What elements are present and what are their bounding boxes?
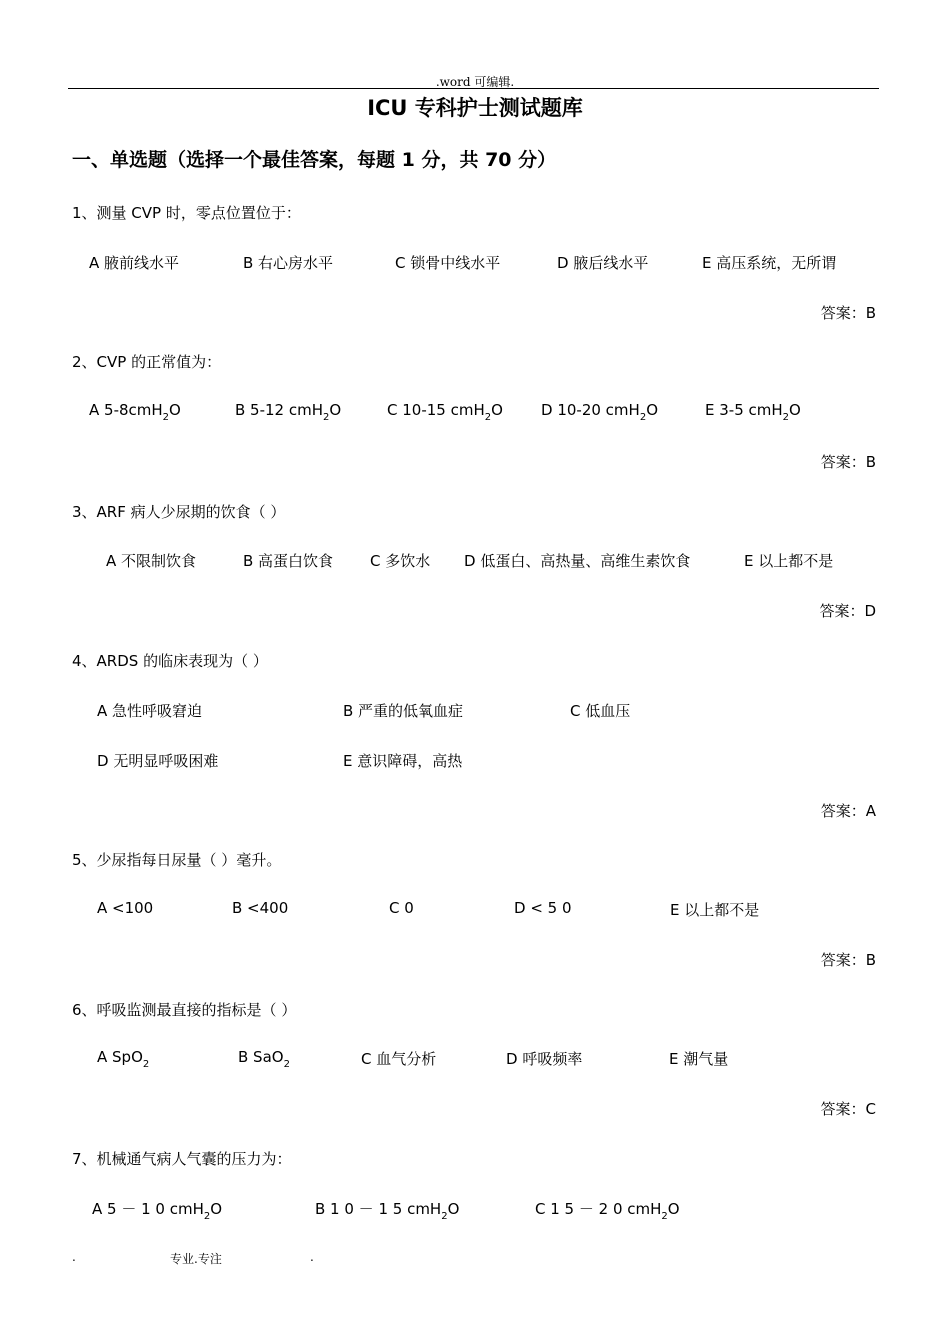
footer-left-dot: . bbox=[72, 1250, 76, 1264]
question-2-option-b: B 5-12 cmH$_2$O bbox=[235, 401, 342, 423]
question-2-option-e: E 3-5 cmH$_2$O bbox=[705, 401, 801, 423]
question-4-option-d: D 无明显呼吸困难 bbox=[97, 752, 219, 770]
question-7-stem: 7、机械通气病人气囊的压力为： bbox=[72, 1150, 292, 1168]
question-1-option-d: D 腋后线水平 bbox=[557, 254, 649, 272]
question-4-option-b: B 严重的低氧血症 bbox=[343, 702, 464, 720]
section-heading: 一、单选题（选择一个最佳答案，每题 1 分，共 70 分） bbox=[72, 149, 557, 171]
question-6-option-a: A SpO$_2$ bbox=[97, 1048, 150, 1070]
question-5-answer: 答案：B bbox=[820, 951, 876, 969]
question-5-option-e: E 以上都不是 bbox=[670, 901, 760, 919]
question-1-option-e: E 高压系统，无所谓 bbox=[702, 254, 837, 272]
question-4-option-c: C 低血压 bbox=[570, 702, 631, 720]
question-1-stem: 1、测量 CVP 时，零点位置位于： bbox=[72, 204, 301, 222]
question-6-stem: 6、呼吸监测最直接的指标是（ ） bbox=[72, 1001, 297, 1019]
question-7-option-c: C 1 5 － 2 0 cmH$_2$O bbox=[535, 1200, 680, 1222]
question-4-stem: 4、ARDS 的临床表现为（ ） bbox=[72, 652, 268, 670]
question-1-option-b: B 右心房水平 bbox=[243, 254, 334, 272]
question-5-option-d: D < 5 0 bbox=[514, 899, 572, 917]
question-3-option-d: D 低蛋白、高热量、高维生素饮食 bbox=[464, 552, 691, 570]
question-7-option-a: A 5 － 1 0 cmH$_2$O bbox=[92, 1200, 223, 1222]
question-3-option-e: E 以上都不是 bbox=[744, 552, 834, 570]
page-title: ICU 专科护士测试题库 bbox=[367, 96, 583, 120]
question-3-option-c: C 多饮水 bbox=[370, 552, 431, 570]
question-4-option-a: A 急性呼吸窘迫 bbox=[97, 702, 203, 720]
question-1-answer: 答案：B bbox=[820, 304, 876, 322]
question-2-option-d: D 10-20 cmH$_2$O bbox=[541, 401, 658, 423]
question-6-option-e: E 潮气量 bbox=[669, 1050, 729, 1068]
question-2-option-c: C 10-15 cmH$_2$O bbox=[387, 401, 503, 423]
question-6-option-d: D 呼吸频率 bbox=[506, 1050, 583, 1068]
question-6-option-c: C 血气分析 bbox=[361, 1050, 437, 1068]
footer-right-dot: . bbox=[310, 1250, 314, 1264]
footer-text: 专业.专注 bbox=[170, 1252, 222, 1266]
page-header: .word 可编辑. bbox=[435, 75, 515, 89]
question-1-option-a: A 腋前线水平 bbox=[89, 254, 180, 272]
question-4-answer: 答案：A bbox=[820, 802, 876, 820]
question-3-answer: 答案：D bbox=[819, 602, 876, 620]
question-7-option-b: B 1 0 － 1 5 cmH$_2$O bbox=[315, 1200, 460, 1222]
question-5-option-a: A <100 bbox=[97, 899, 154, 917]
question-5-stem: 5、少尿指每日尿量（ ）毫升。 bbox=[72, 851, 282, 869]
question-3-option-b: B 高蛋白饮食 bbox=[243, 552, 334, 570]
question-5-option-c: C 0 bbox=[389, 899, 414, 917]
question-2-stem: 2、CVP 的正常值为： bbox=[72, 353, 222, 371]
question-1-option-c: C 锁骨中线水平 bbox=[395, 254, 501, 272]
header-rule bbox=[68, 88, 879, 89]
question-3-option-a: A 不限制饮食 bbox=[106, 552, 197, 570]
question-2-option-a: A 5-8cmH$_2$O bbox=[89, 401, 181, 423]
question-6-answer: 答案：C bbox=[820, 1100, 876, 1118]
question-4-option-e: E 意识障碍，高热 bbox=[343, 752, 463, 770]
question-5-option-b: B <400 bbox=[232, 899, 289, 917]
question-2-answer: 答案：B bbox=[820, 453, 876, 471]
question-6-option-b: B SaO$_2$ bbox=[238, 1048, 290, 1070]
question-3-stem: 3、ARF 病人少尿期的饮食（ ） bbox=[72, 503, 286, 521]
